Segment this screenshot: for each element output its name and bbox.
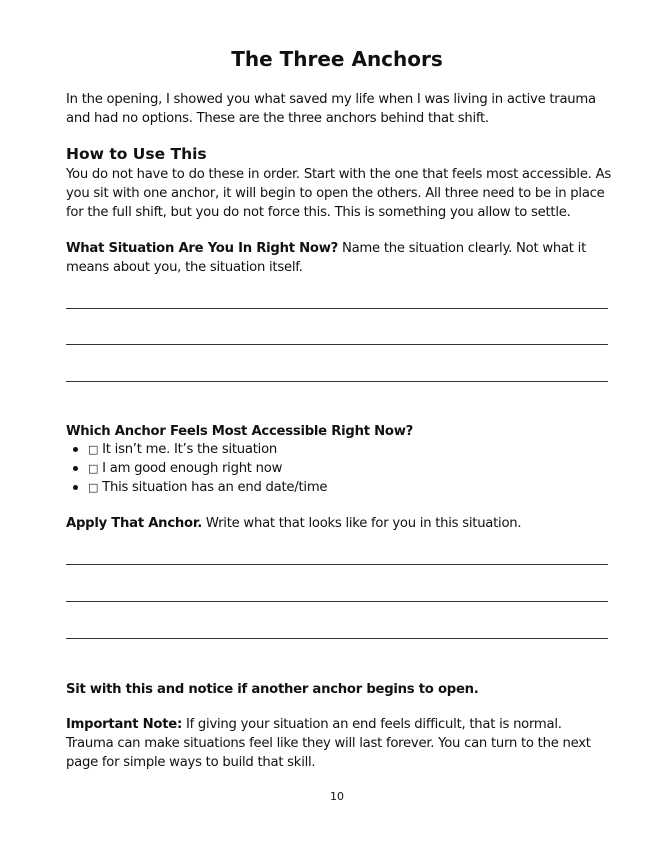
intro-paragraph: In the opening, I showed you what saved my life when I was living in active trauma and had no options. These are the three anchors behind that shift.	[66, 92, 596, 126]
anchor-choice-label: Which Anchor Feels Most Accessible Right Now?	[66, 424, 414, 439]
important-note	[66, 715, 611, 772]
how-to-use-body: You do not have to do these in order. Start with the one that feels most accessible. As you sit with one anchor, it will begin to open the others. All three need to be in place for the full shift, but you do not force this. This is something you allow to settle.	[66, 167, 611, 220]
checkbox-icon[interactable]: □	[88, 443, 99, 456]
checkbox-icon[interactable]: □	[88, 462, 99, 475]
situation-answer-line-1[interactable]	[66, 308, 608, 309]
checkbox-icon[interactable]: □	[88, 481, 99, 494]
bullet-icon	[73, 466, 78, 471]
anchor-options-list	[66, 440, 327, 497]
anchor-option-good-enough[interactable]	[66, 459, 327, 478]
anchor-option-end-date[interactable]	[66, 478, 327, 497]
important-note-text: If giving your situation an end feels difficult, that is normal. Trauma can make situations feel like they will last forever. You can turn to the next page for simple ways to build that skill.	[66, 717, 591, 770]
important-note-label: Important Note:	[66, 717, 183, 732]
situation-text: Name the situation clearly. Not what it means about you, the situation itself.	[66, 241, 586, 275]
page-number: 10	[330, 790, 344, 803]
apply-prompt	[66, 514, 611, 533]
situation-answer-line-3[interactable]	[66, 381, 608, 382]
bullet-icon	[73, 447, 78, 452]
situation-prompt	[66, 239, 611, 277]
page-title: The Three Anchors	[231, 47, 443, 71]
apply-answer-line-3[interactable]	[66, 638, 608, 639]
anchor-option-not-me[interactable]	[66, 440, 327, 459]
apply-label: Apply That Anchor.	[66, 516, 202, 531]
how-to-use-heading: How to Use This	[66, 145, 207, 163]
apply-answer-line-2[interactable]	[66, 601, 608, 602]
sit-with-instruction: Sit with this and notice if another anchor begins to open.	[66, 682, 479, 697]
situation-answer-line-2[interactable]	[66, 344, 608, 345]
apply-answer-line-1[interactable]	[66, 564, 608, 565]
option-label: This situation has an end date/time	[102, 480, 328, 495]
apply-text: Write what that looks like for you in this situation.	[201, 516, 522, 531]
bullet-icon	[73, 485, 78, 490]
option-label: It isn’t me. It’s the situation	[102, 442, 278, 457]
option-label: I am good enough right now	[102, 461, 283, 476]
situation-label: What Situation Are You In Right Now?	[66, 241, 339, 256]
